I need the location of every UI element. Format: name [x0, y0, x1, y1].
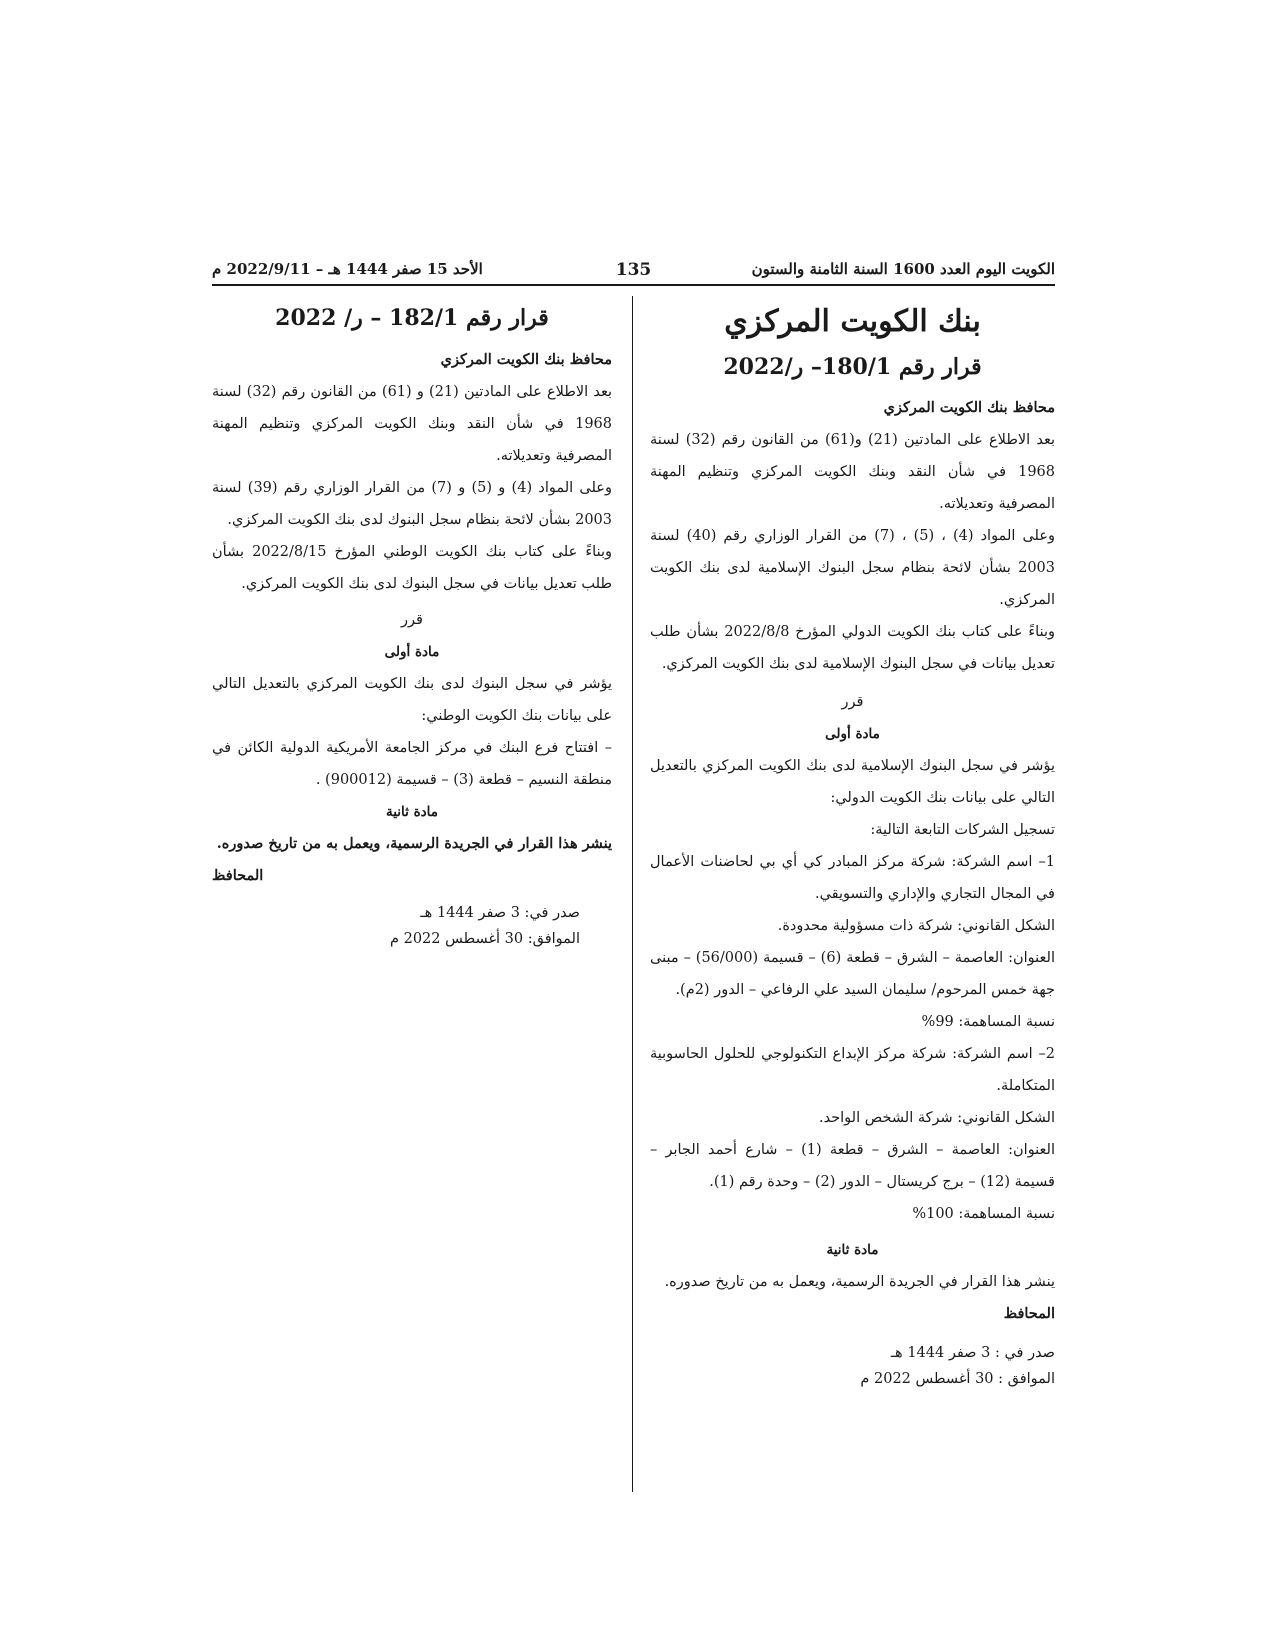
corresponding-date: الموافق : 30 أغسطس 2022 م [860, 1371, 1055, 1387]
preamble-paragraph: بعد الاطلاع على المادتين (21) و (61) من القانون رقم (32) لسنة 1968 في شأن النقد وبنك الكويت المركزي وتنظيم المهنة المصرفية وتعديلاته. [212, 384, 612, 464]
corresponding-date: الموافق: 30 أغسطس 2022 م [390, 931, 580, 947]
article-text: ينشر هذا القرار في الجريدة الرسمية، ويعمل به من تاريخ صدوره. [216, 835, 612, 852]
signature: المحافظ [1003, 1305, 1055, 1322]
company-legal-form: الشكل القانوني: شركة ذات مسؤولية محدودة. [777, 918, 1055, 934]
article-title: مادة أولى [384, 644, 440, 660]
decided-label: قرر [401, 612, 423, 628]
date-block [212, 900, 612, 952]
company-share: نسبة المساهمة: 100% [912, 1206, 1055, 1222]
company-name: 1– اسم الشركة: شركة مركز المبادر كي أي بي لحاضنات الأعمال في المجال التجاري والإداري والتسويقي. [650, 854, 1055, 902]
article-title: مادة ثانية [385, 804, 439, 820]
issued-date: صدر في : 3 صفر 1444 هـ [890, 1345, 1055, 1361]
issue-info: الكويت اليوم العدد 1600 السنة الثامنة والستون [751, 260, 1055, 278]
page-number: 135 [615, 260, 652, 280]
right-column [650, 300, 1055, 1392]
preamble-paragraph: بعد الاطلاع على المادتين (21) و(61) من القانون رقم (32) لسنة 1968 في شأن النقد وبنك الكويت المركزي وتنظيم المهنة المصرفية وتعديلاته. [650, 432, 1055, 512]
preamble-paragraph: وعلى المواد (4) ، (5) ، (7) من القرار الوزاري رقم (40) لسنة 2003 بشأن لائحة بنظام سجل البنوك الإسلامية لدى بنك الكويت المركزي. [650, 528, 1055, 608]
article-text: يؤشر في سجل البنوك لدى بنك الكويت المركزي بالتعديل التالي على بيانات بنك الكويت الوطني: [212, 676, 612, 724]
governor-line: محافظ بنك الكويت المركزي [883, 399, 1055, 416]
date-block [650, 1340, 1055, 1392]
preamble-paragraph: وعلى المواد (4) و (5) و (7) من القرار الوزاري رقم (39) لسنة 2003 بشأن لائحة بنظام سجل البنوك لدى بنك الكويت المركزي. [212, 480, 612, 528]
company-share: نسبة المساهمة: 99% [921, 1014, 1055, 1030]
preamble-paragraph: وبناءً على كتاب بنك الكويت الوطني المؤرخ 2022/8/15 بشأن طلب تعديل بيانات في سجل البنوك لدى بنك الكويت المركزي. [212, 544, 612, 592]
article-title: مادة أولى [825, 726, 880, 742]
preamble-paragraph: وبناءً على كتاب بنك الكويت الدولي المؤرخ 2022/8/8 بشأن طلب تعديل بيانات في سجل البنوك الإسلامية لدى بنك الكويت المركزي. [650, 624, 1055, 672]
main-title: بنك الكويت المركزي [724, 304, 981, 339]
subsidiaries-intro: تسجيل الشركات التابعة التالية: [870, 822, 1055, 838]
decision-title: قرار رقم 182/1 – ر/ 2022 [275, 305, 549, 331]
governor-line: محافظ بنك الكويت المركزي [440, 351, 612, 368]
issue-date: الأحد 15 صفر 1444 هـ – 2022/9/11 م [212, 260, 483, 278]
decision-title: قرار رقم 180/1– ر/2022 [723, 354, 982, 380]
article-item: – افتتاح فرع البنك في مركز الجامعة الأمريكية الدولية الكائن في منطقة النسيم – قطعة (3) – قسيمة (900012) . [212, 740, 612, 788]
page-header [212, 260, 1055, 282]
column-divider [632, 296, 633, 1492]
decided-label: قرر [841, 694, 864, 710]
article-title: مادة ثانية [826, 1242, 879, 1258]
issued-date: صدر في: 3 صفر 1444 هـ [420, 905, 580, 921]
article-text: يؤشر في سجل البنوك الإسلامية لدى بنك الكويت المركزي بالتعديل التالي على بيانات بنك الكويت الدولي: [650, 758, 1055, 806]
company-address: العنوان: العاصمة – الشرق – قطعة (1) – شارع أحمد الجابر – قسيمة (12) – برج كريستال – الدور (2) – وحدة رقم (1). [650, 1142, 1056, 1190]
company-address: العنوان: العاصمة – الشرق – قطعة (6) – قسيمة (56/000) – مبنى جهة خمس المرحوم/ سليمان السيد علي الرفاعي – الدور (2م). [650, 950, 1055, 998]
article-text: ينشر هذا القرار في الجريدة الرسمية، ويعمل به من تاريخ صدوره. [664, 1274, 1055, 1290]
left-column [212, 300, 612, 952]
header-rule [212, 284, 1055, 286]
company-legal-form: الشكل القانوني: شركة الشخص الواحد. [818, 1110, 1055, 1126]
signature: المحافظ [212, 867, 264, 884]
company-name: 2– اسم الشركة: شركة مركز الإبداع التكنولوجي للحلول الحاسوبية المتكاملة. [650, 1046, 1055, 1094]
